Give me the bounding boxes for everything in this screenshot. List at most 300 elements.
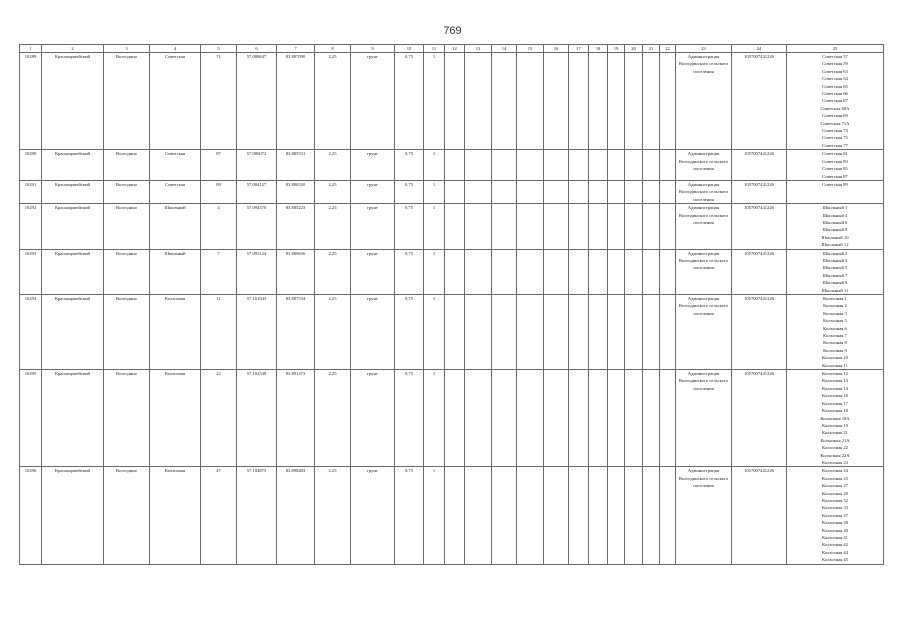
header-row [20, 45, 884, 53]
served-address: Школьный 3 [822, 257, 848, 263]
served-address: Колхозная 1 [823, 296, 847, 301]
empty-cell-col-13 [465, 370, 492, 467]
surface-cell: грунт [351, 180, 395, 203]
ogrn-cell: 1057007441226 [732, 370, 787, 467]
longitude-cell: 83.898403 [277, 467, 315, 564]
latitude-cell: 57.095124 [237, 249, 277, 294]
empty-cell-col-16 [544, 295, 569, 370]
served-addresses-cell [787, 249, 884, 294]
served-address: Школьный 7 [822, 272, 848, 278]
served-address: Колхозная 2 [823, 303, 847, 309]
empty-cell-col-19 [608, 370, 625, 467]
served-address: Колхозная 41 [822, 535, 848, 540]
district-cell: Красноармейский [42, 204, 104, 249]
empty-cell-col-20 [625, 53, 643, 150]
served-address: Колхозная 23 [822, 459, 848, 465]
served-address: Советская 64 [822, 76, 848, 82]
settlement-cell: Волгодино [104, 370, 150, 467]
owner-cell: Администрация Волгодинского сельского поселения [676, 150, 732, 181]
served-address: Школьный 11 [821, 287, 849, 293]
ogrn-cell: 1057007441226 [732, 150, 787, 181]
container-count-cell: 1 [424, 295, 445, 370]
empty-cell-col-14 [492, 249, 517, 294]
street-cell: Колхозная [150, 295, 201, 370]
registry-body [20, 53, 884, 565]
served-address: Школьный 8 [822, 227, 848, 233]
empty-cell-col-20 [625, 204, 643, 249]
empty-cell-col-17 [569, 180, 589, 203]
ogrn-cell: 1057007441226 [732, 249, 787, 294]
empty-cell-col-21 [643, 53, 660, 150]
served-address: Советская 81 [822, 151, 848, 157]
served-address: Колхозная 16 [822, 393, 848, 399]
served-addresses-cell [787, 204, 884, 249]
longitude-cell: 83.885223 [277, 204, 315, 249]
table-row [20, 467, 884, 564]
volume-cell: 0,75 [395, 249, 424, 294]
settlement-cell: Волгодино [104, 53, 150, 150]
served-address: Колхозная 9 [823, 347, 847, 353]
empty-cell-col-15 [517, 204, 544, 249]
empty-cell-col-12 [445, 249, 465, 294]
served-address: Колхозная 25 [822, 475, 848, 481]
served-address: Колхозная 18 [822, 408, 848, 414]
served-addresses-cell [787, 53, 884, 150]
surface-cell: грунт [351, 204, 395, 249]
column-header-7: 7 [277, 45, 315, 53]
served-addresses-cell [787, 467, 884, 564]
empty-cell-col-13 [465, 180, 492, 203]
column-header-10: 10 [395, 45, 424, 53]
empty-cell-col-12 [445, 204, 465, 249]
served-address: Советская 85 [822, 166, 848, 172]
longitude-cell: 83.891473 [277, 370, 315, 467]
latitude-cell: 57.094370 [237, 204, 277, 249]
empty-cell-col-14 [492, 53, 517, 150]
served-address: Школьный 1 [822, 205, 848, 211]
empty-cell-col-19 [608, 467, 625, 564]
record-id: 10292 [20, 204, 42, 249]
served-address: Колхозная 17 [822, 400, 848, 406]
empty-cell-col-17 [569, 295, 589, 370]
record-id: 10296 [20, 467, 42, 564]
empty-cell-col-14 [492, 467, 517, 564]
served-address: Колхозная 19 [822, 422, 848, 428]
served-address: Колхозная 12 [822, 371, 848, 377]
empty-cell-col-13 [465, 53, 492, 150]
owner-cell: Администрация Волгодинского сельского поселения [676, 53, 732, 150]
column-header-6: 6 [237, 45, 277, 53]
empty-cell-col-12 [445, 467, 465, 564]
column-header-18: 18 [589, 45, 608, 53]
owner-cell: Администрация Волгодинского сельского поселения [676, 467, 732, 564]
served-address: Колхозная 13 [822, 378, 848, 384]
surface-cell: грунт [351, 370, 395, 467]
served-address: Колхозная 27 [822, 483, 848, 489]
record-id: 10295 [20, 370, 42, 467]
column-header-9: 9 [351, 45, 395, 53]
district-cell: Красноармейский [42, 249, 104, 294]
table-row [20, 295, 884, 370]
served-address: Советская 59 [822, 61, 848, 67]
area-cell: 2,25 [315, 249, 351, 294]
served-address: Колхозная 18А [820, 415, 850, 421]
owner-cell: Администрация Волгодинского сельского поселения [676, 180, 732, 203]
served-address: Колхозная 44 [822, 549, 848, 555]
served-address: Колхозная 11 [822, 362, 848, 368]
area-cell: 2,25 [315, 150, 351, 181]
record-id: 10293 [20, 249, 42, 294]
area-cell: 2,25 [315, 467, 351, 564]
empty-cell-col-17 [569, 467, 589, 564]
volume-cell: 0,75 [395, 204, 424, 249]
served-address: Школьный 5 [822, 265, 848, 271]
empty-cell-col-18 [589, 150, 608, 181]
empty-cell-col-15 [517, 370, 544, 467]
table-row [20, 150, 884, 181]
empty-cell-col-21 [643, 249, 660, 294]
empty-cell-col-21 [643, 467, 660, 564]
settlement-cell: Волгодино [104, 249, 150, 294]
settlement-cell: Волгодино [104, 180, 150, 203]
empty-cell-col-21 [643, 180, 660, 203]
served-address: Колхозная 33 [822, 505, 848, 511]
record-id: 10290 [20, 150, 42, 181]
empty-cell-col-14 [492, 295, 517, 370]
served-address: Колхозная 21А [820, 437, 850, 443]
served-address: Советская 89 [822, 181, 848, 187]
owner-cell: Администрация Волгодинского сельского поселения [676, 370, 732, 467]
street-cell: Школьный [150, 249, 201, 294]
empty-cell-col-20 [625, 150, 643, 181]
column-header-24: 24 [732, 45, 787, 53]
served-address: Школьный 4 [822, 212, 848, 218]
container-count-cell: 1 [424, 53, 445, 150]
table-row [20, 180, 884, 203]
container-count-cell: 1 [424, 204, 445, 249]
empty-cell-col-19 [608, 180, 625, 203]
container-count-cell: 1 [424, 370, 445, 467]
empty-cell-col-12 [445, 150, 465, 181]
empty-cell-col-22 [660, 180, 676, 203]
served-address: Советская 67 [822, 98, 848, 104]
column-header-19: 19 [608, 45, 625, 53]
empty-cell-col-18 [589, 204, 608, 249]
column-header-5: 5 [201, 45, 237, 53]
latitude-cell: 57.084127 [237, 180, 277, 203]
empty-cell-col-12 [445, 180, 465, 203]
empty-cell-col-17 [569, 204, 589, 249]
district-cell: Красноармейский [42, 467, 104, 564]
empty-cell-col-22 [660, 150, 676, 181]
table-row [20, 204, 884, 249]
area-cell: 2,25 [315, 204, 351, 249]
district-cell: Красноармейский [42, 150, 104, 181]
owner-cell: Администрация Волгодинского сельского поселения [676, 295, 732, 370]
house-cell: 87 [201, 150, 237, 181]
district-cell: Красноармейский [42, 295, 104, 370]
empty-cell-col-22 [660, 295, 676, 370]
empty-cell-col-17 [569, 370, 589, 467]
empty-cell-col-18 [589, 180, 608, 203]
empty-cell-col-14 [492, 204, 517, 249]
empty-cell-col-18 [589, 370, 608, 467]
longitude-cell: 83.886520 [277, 180, 315, 203]
latitude-cell: 57.086072 [237, 150, 277, 181]
empty-cell-col-16 [544, 53, 569, 150]
column-header-25: 25 [787, 45, 884, 53]
empty-cell-col-15 [517, 150, 544, 181]
surface-cell: грунт [351, 249, 395, 294]
served-address: Советская 73 [822, 128, 848, 134]
record-id: 10289 [20, 53, 42, 150]
served-addresses-cell [787, 150, 884, 181]
served-address: Советская 69 [822, 113, 848, 119]
volume-cell: 0,75 [395, 370, 424, 467]
empty-cell-col-22 [660, 204, 676, 249]
served-address: Школьный 10 [821, 234, 849, 240]
column-header-13: 13 [465, 45, 492, 53]
settlement-cell: Волгодино [104, 295, 150, 370]
served-address: Советская 66 [822, 91, 848, 97]
column-header-16: 16 [544, 45, 569, 53]
street-cell: Колхозная [150, 370, 201, 467]
empty-cell-col-19 [608, 249, 625, 294]
area-cell: 2,25 [315, 180, 351, 203]
served-address: Колхозная 3 [823, 310, 847, 316]
table-row [20, 53, 884, 150]
empty-cell-col-13 [465, 249, 492, 294]
record-id: 10294 [20, 295, 42, 370]
served-address: Колхозная 24 [822, 468, 848, 474]
empty-cell-col-22 [660, 249, 676, 294]
district-cell: Красноармейский [42, 180, 104, 203]
page-number: 769 [443, 25, 462, 37]
served-address: Колхозная 10 [822, 355, 848, 361]
house-cell: 4 [201, 204, 237, 249]
empty-cell-col-22 [660, 370, 676, 467]
served-address: Колхозная 32 [822, 497, 848, 503]
column-header-2: 2 [42, 45, 104, 53]
empty-cell-col-15 [517, 249, 544, 294]
house-cell: 71 [201, 53, 237, 150]
empty-cell-col-18 [589, 467, 608, 564]
house-cell: 11 [201, 295, 237, 370]
served-address: Советская 77 [822, 142, 848, 148]
served-address: Колхозная 40 [822, 527, 848, 533]
empty-cell-col-14 [492, 180, 517, 203]
empty-cell-col-16 [544, 150, 569, 181]
served-address: Колхозная 8 [823, 340, 847, 346]
column-header-21: 21 [643, 45, 660, 53]
surface-cell: грунт [351, 295, 395, 370]
registry-table [19, 44, 884, 565]
served-address: Колхозная 37 [822, 512, 848, 518]
empty-cell-col-14 [492, 150, 517, 181]
empty-cell-col-15 [517, 53, 544, 150]
surface-cell: грунт [351, 53, 395, 150]
empty-cell-col-21 [643, 204, 660, 249]
empty-cell-col-21 [643, 150, 660, 181]
settlement-cell: Волгодино [104, 150, 150, 181]
latitude-cell: 57.102538 [237, 370, 277, 467]
empty-cell-col-21 [643, 295, 660, 370]
district-cell: Красноармейский [42, 370, 104, 467]
empty-cell-col-15 [517, 467, 544, 564]
empty-cell-col-16 [544, 249, 569, 294]
empty-cell-col-18 [589, 295, 608, 370]
served-addresses-cell [787, 370, 884, 467]
street-cell: Советская [150, 150, 201, 181]
ogrn-cell: 1057007441226 [732, 204, 787, 249]
served-address: Школьный 6 [822, 219, 848, 225]
served-address: Колхозная 21 [822, 430, 848, 436]
served-address: Школьный 9 [822, 280, 848, 286]
empty-cell-col-17 [569, 249, 589, 294]
empty-cell-col-16 [544, 370, 569, 467]
house-cell: 47 [201, 467, 237, 564]
empty-cell-col-21 [643, 370, 660, 467]
latitude-cell: 57.104875 [237, 467, 277, 564]
empty-cell-col-13 [465, 467, 492, 564]
empty-cell-col-16 [544, 180, 569, 203]
longitude-cell: 83.885531 [277, 150, 315, 181]
volume-cell: 0,75 [395, 180, 424, 203]
table-row [20, 370, 884, 467]
house-cell: 7 [201, 249, 237, 294]
record-id: 10291 [20, 180, 42, 203]
column-header-1: 1 [20, 45, 42, 53]
street-cell: Советская [150, 180, 201, 203]
area-cell: 2,25 [315, 295, 351, 370]
owner-cell: Администрация Волгодинского сельского поселения [676, 249, 732, 294]
area-cell: 2,25 [315, 370, 351, 467]
volume-cell: 0,75 [395, 295, 424, 370]
served-address: Советская 68А [820, 105, 850, 111]
column-header-8: 8 [315, 45, 351, 53]
owner-cell: Администрация Волгодинского сельского поселения [676, 204, 732, 249]
empty-cell-col-12 [445, 295, 465, 370]
empty-cell-col-20 [625, 249, 643, 294]
district-cell: Красноармейский [42, 53, 104, 150]
column-header-11: 11 [424, 45, 445, 53]
empty-cell-col-19 [608, 295, 625, 370]
empty-cell-col-22 [660, 467, 676, 564]
column-header-12: 12 [445, 45, 465, 53]
empty-cell-col-18 [589, 249, 608, 294]
empty-cell-col-19 [608, 204, 625, 249]
served-address: Колхозная 22 [822, 445, 848, 451]
container-count-cell: 1 [424, 249, 445, 294]
served-address: Колхозная 7 [823, 333, 847, 339]
volume-cell: 0,75 [395, 150, 424, 181]
surface-cell: грунт [351, 150, 395, 181]
street-cell: Советская [150, 53, 201, 150]
empty-cell-col-13 [465, 295, 492, 370]
column-header-4: 4 [150, 45, 201, 53]
served-address: Школьный 12 [821, 242, 849, 248]
served-address: Советская 75 [822, 135, 848, 141]
street-cell: Колхозная [150, 467, 201, 564]
empty-cell-col-19 [608, 150, 625, 181]
house-cell: 22 [201, 370, 237, 467]
empty-cell-col-16 [544, 204, 569, 249]
volume-cell: 0,75 [395, 53, 424, 150]
served-address: Советская 71А [820, 120, 850, 126]
empty-cell-col-17 [569, 53, 589, 150]
served-address: Советская 63 [822, 68, 848, 74]
latitude-cell: 57.101043 [237, 295, 277, 370]
ogrn-cell: 1057007441226 [732, 53, 787, 150]
served-address: Колхозная 42 [822, 542, 848, 548]
settlement-cell: Волгодино [104, 204, 150, 249]
served-address: Советская 57 [822, 54, 848, 59]
served-address: Колхозная 22А [820, 452, 850, 458]
ogrn-cell: 1057007441226 [732, 467, 787, 564]
empty-cell-col-20 [625, 370, 643, 467]
latitude-cell: 57.088647 [237, 53, 277, 150]
empty-cell-col-18 [589, 53, 608, 150]
settlement-cell: Волгодино [104, 467, 150, 564]
empty-cell-col-13 [465, 204, 492, 249]
house-cell: 89 [201, 180, 237, 203]
empty-cell-col-16 [544, 467, 569, 564]
empty-cell-col-14 [492, 370, 517, 467]
empty-cell-col-17 [569, 150, 589, 181]
empty-cell-col-15 [517, 295, 544, 370]
container-count-cell: 1 [424, 467, 445, 564]
empty-cell-col-15 [517, 180, 544, 203]
volume-cell: 0,75 [395, 467, 424, 564]
empty-cell-col-20 [625, 467, 643, 564]
column-header-3: 3 [104, 45, 150, 53]
empty-cell-col-12 [445, 370, 465, 467]
container-count-cell: 1 [424, 150, 445, 181]
longitude-cell: 83.887534 [277, 295, 315, 370]
empty-cell-col-19 [608, 53, 625, 150]
served-addresses-cell [787, 180, 884, 203]
empty-cell-col-22 [660, 53, 676, 150]
street-cell: Школьный [150, 204, 201, 249]
served-address: Колхозная 45 [822, 557, 848, 563]
served-address: Колхозная 14 [822, 385, 848, 391]
column-header-22: 22 [660, 45, 676, 53]
longitude-cell: 83.889636 [277, 249, 315, 294]
column-header-17: 17 [569, 45, 589, 53]
empty-cell-col-13 [465, 150, 492, 181]
served-address: Школьный 2 [822, 250, 848, 256]
ogrn-cell: 1057007441226 [732, 295, 787, 370]
served-address: Колхозная 6 [823, 325, 847, 331]
served-address: Советская 87 [822, 173, 848, 179]
empty-cell-col-12 [445, 53, 465, 150]
column-header-14: 14 [492, 45, 517, 53]
longitude-cell: 83.887090 [277, 53, 315, 150]
table-row [20, 249, 884, 294]
ogrn-cell: 1057007441226 [732, 180, 787, 203]
column-header-15: 15 [517, 45, 544, 53]
served-address: Советская 65 [822, 83, 848, 89]
served-address: Колхозная 5 [823, 318, 847, 324]
empty-cell-col-20 [625, 295, 643, 370]
column-header-20: 20 [625, 45, 643, 53]
served-address: Колхозная 28 [822, 490, 848, 496]
empty-cell-col-20 [625, 180, 643, 203]
served-addresses-cell [787, 295, 884, 370]
area-cell: 2,25 [315, 53, 351, 150]
served-address: Колхозная 38 [822, 520, 848, 526]
served-address: Советская 83 [822, 158, 848, 164]
